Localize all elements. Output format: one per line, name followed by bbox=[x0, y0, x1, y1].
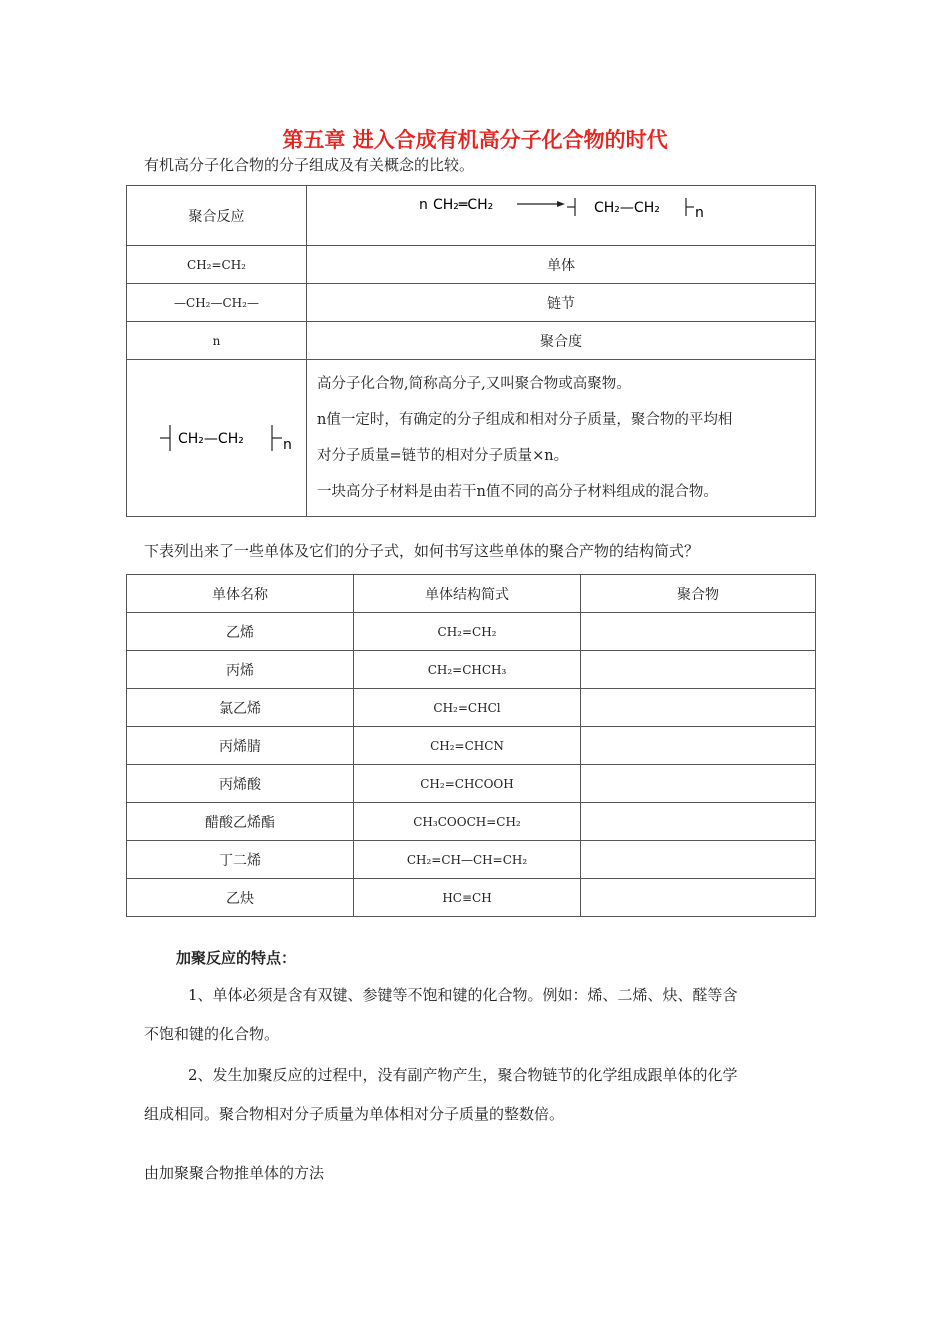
paragraph-line: 组成相同。聚合物相对分子质量为单体相对分子质量的整数倍。 bbox=[144, 1105, 565, 1123]
monomer-formula: CH₂=CHCN bbox=[354, 727, 581, 765]
equation-cell bbox=[307, 186, 816, 246]
polymer-cell bbox=[581, 879, 816, 917]
monomer-table bbox=[126, 574, 816, 917]
equation-subscript: n bbox=[695, 205, 704, 221]
table-cell: n bbox=[127, 322, 307, 360]
table-row bbox=[127, 322, 816, 360]
monomer-name: 丙烯 bbox=[127, 651, 354, 689]
monomer-name: 醋酸乙烯酯 bbox=[127, 803, 354, 841]
equation-coef: n bbox=[419, 197, 428, 213]
features-text bbox=[144, 976, 824, 1134]
table-row bbox=[127, 841, 816, 879]
page-title: 第五章 进入合成有机高分子化合物的时代 bbox=[282, 128, 668, 152]
definition-line: 一块高分子材料是由若干n值不同的高分子材料组成的混合物。 bbox=[317, 484, 718, 500]
concept-table bbox=[126, 185, 816, 517]
definition-cell bbox=[307, 360, 816, 517]
monomer-name: 乙炔 bbox=[127, 879, 354, 917]
table-row bbox=[127, 651, 816, 689]
polymer-cell bbox=[581, 765, 816, 803]
table-row bbox=[127, 879, 816, 917]
equation-reactant: CH₂═CH₂ bbox=[433, 197, 494, 213]
monomer-name: 氯乙烯 bbox=[127, 689, 354, 727]
polymerization-equation bbox=[307, 186, 815, 245]
definition-line: 高分子化合物,简称高分子,又叫聚合物或高聚物。 bbox=[317, 376, 631, 392]
table-cell: —CH₂—CH₂— bbox=[127, 284, 307, 322]
column-header: 单体名称 bbox=[127, 575, 354, 613]
table-cell: 聚合度 bbox=[307, 322, 816, 360]
table-row bbox=[127, 246, 816, 284]
polymer-unit: CH₂—CH₂ bbox=[177, 431, 244, 447]
table-row bbox=[127, 360, 816, 517]
table-row bbox=[127, 803, 816, 841]
definition-line: n值一定时，有确定的分子组成和相对分子质量，聚合物的平均相 bbox=[317, 412, 733, 428]
section-heading: 加聚反应的特点： bbox=[176, 949, 297, 967]
table-cell: 单体 bbox=[307, 246, 816, 284]
table-header-row bbox=[127, 575, 816, 613]
monomer-formula: CH₂=CH—CH=CH₂ bbox=[354, 841, 581, 879]
question-text: 下表列出来了一些单体及它们的分子式，如何书写这些单体的聚合产物的结构简式？ bbox=[144, 542, 700, 560]
monomer-formula: CH₂=CH₂ bbox=[354, 613, 581, 651]
monomer-formula: CH₂=CHCH₃ bbox=[354, 651, 581, 689]
table-row bbox=[127, 613, 816, 651]
definition-line: 对分子质量=链节的相对分子质量×n。 bbox=[317, 448, 569, 464]
table-row bbox=[127, 689, 816, 727]
polymer-cell bbox=[581, 651, 816, 689]
monomer-formula: HC≡CH bbox=[354, 879, 581, 917]
table-cell: CH₂=CH₂ bbox=[127, 246, 307, 284]
monomer-name: 丙烯腈 bbox=[127, 727, 354, 765]
paragraph-line: 2、发生加聚反应的过程中，没有副产物产生，聚合物链节的化学组成跟单体的化学 bbox=[188, 1066, 738, 1084]
paragraph-line: 1、单体必须是含有双键、参键等不饱和键的化合物。例如：烯、二烯、炔、醛等含 bbox=[188, 986, 738, 1004]
table-cell: 聚合反应 bbox=[127, 186, 307, 246]
polymer-formula-cell bbox=[127, 360, 307, 517]
intro-text: 有机高分子化合物的分子组成及有关概念的比较。 bbox=[144, 156, 475, 174]
table-row bbox=[127, 727, 816, 765]
column-header: 聚合物 bbox=[581, 575, 816, 613]
table-row bbox=[127, 765, 816, 803]
polymer-cell bbox=[581, 803, 816, 841]
polymer-cell bbox=[581, 613, 816, 651]
column-header: 单体结构简式 bbox=[354, 575, 581, 613]
monomer-formula: CH₃COOCH=CH₂ bbox=[354, 803, 581, 841]
table-row bbox=[127, 186, 816, 246]
monomer-name: 丙烯酸 bbox=[127, 765, 354, 803]
monomer-name: 乙烯 bbox=[127, 613, 354, 651]
polymer-formula bbox=[132, 413, 302, 463]
paragraph-line: 不饱和键的化合物。 bbox=[144, 1025, 280, 1043]
footer-line: 由加聚聚合物推单体的方法 bbox=[144, 1164, 325, 1182]
monomer-name: 丁二烯 bbox=[127, 841, 354, 879]
reaction-arrow-head bbox=[557, 201, 565, 207]
polymer-cell bbox=[581, 689, 816, 727]
monomer-formula: CH₂=CHCl bbox=[354, 689, 581, 727]
polymer-cell bbox=[581, 727, 816, 765]
equation-product: CH₂—CH₂ bbox=[594, 200, 660, 216]
monomer-formula: CH₂=CHCOOH bbox=[354, 765, 581, 803]
polymer-cell bbox=[581, 841, 816, 879]
polymer-subscript: n bbox=[282, 437, 292, 453]
table-row bbox=[127, 284, 816, 322]
table-cell: 链节 bbox=[307, 284, 816, 322]
